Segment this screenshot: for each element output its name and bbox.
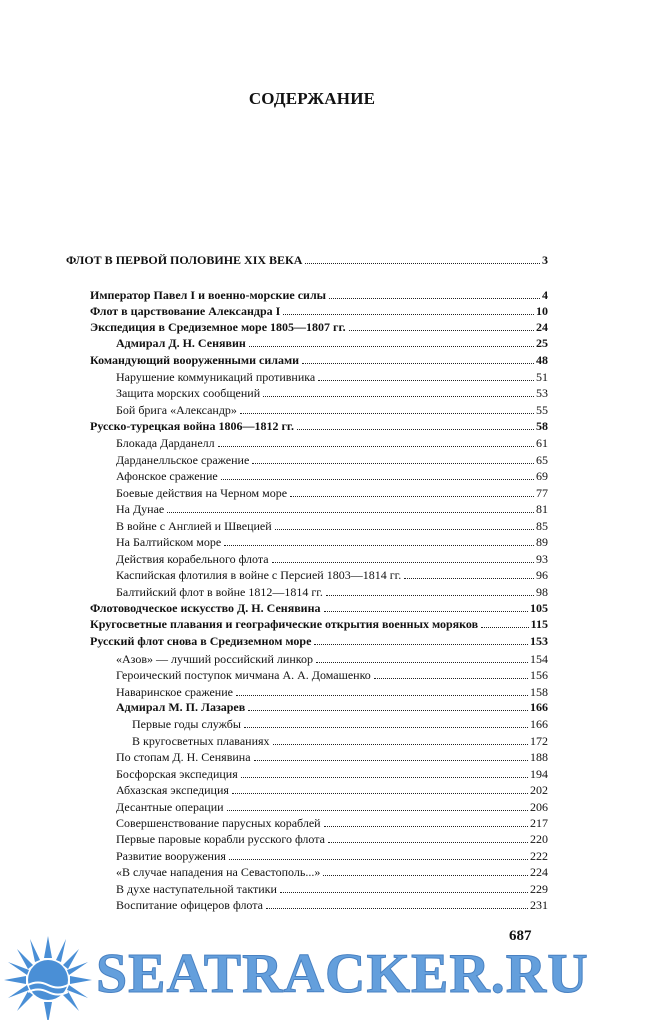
toc-entry-label: Боевые действия на Черном море — [116, 486, 288, 500]
toc-entry-page: 51 — [536, 370, 548, 384]
toc-entry-page: 194 — [530, 767, 548, 781]
toc-entry-page: 166 — [530, 700, 548, 714]
toc-entry — [116, 336, 548, 350]
toc-entry — [116, 519, 548, 533]
toc-entry-label: Абхазская экспедиция — [116, 783, 229, 797]
leader-dots — [218, 446, 534, 447]
leader-dots — [232, 793, 528, 794]
leader-dots — [305, 263, 540, 264]
toc-entry-label: ФЛОТ В ПЕРВОЙ ПОЛОВИНЕ XIX ВЕКА — [66, 253, 303, 267]
toc-entry-page: 206 — [530, 800, 548, 814]
toc-entry-label: Флот в царствование Александра I — [90, 304, 281, 318]
toc-entry-page: 115 — [530, 617, 548, 631]
toc-entry-page: 96 — [536, 568, 548, 582]
toc-entry-label: Бой брига «Александр» — [116, 403, 237, 417]
toc-entry-page: 166 — [530, 717, 548, 731]
leader-dots — [248, 710, 528, 711]
toc-entry-label: В войне с Англией и Швецией — [116, 519, 272, 533]
toc-entry-label: Каспийская флотилия в войне с Персией 1803—1814 гг. — [116, 568, 402, 582]
toc-entry-page: 4 — [542, 288, 548, 302]
toc-entry-label: Совершенствование парусных кораблей — [116, 816, 321, 830]
leader-dots — [314, 644, 528, 645]
toc-entry-label: Защита морских сообщений — [116, 386, 261, 400]
toc-entry-page: 105 — [530, 601, 548, 615]
leader-dots — [280, 892, 528, 893]
toc-entry — [116, 816, 548, 830]
leader-dots — [326, 595, 534, 596]
leader-dots — [349, 330, 534, 331]
leader-dots — [290, 496, 534, 497]
toc-entry — [66, 253, 548, 267]
toc-entry-page: 81 — [536, 502, 548, 516]
toc-entry-label: Первые паровые корабли русского флота — [116, 832, 325, 846]
toc-entry — [116, 652, 548, 666]
leader-dots — [275, 529, 534, 530]
toc-entry-page: 89 — [536, 535, 548, 549]
leader-dots — [324, 611, 529, 612]
toc-entry-label: Адмирал Д. Н. Сенявин — [116, 336, 246, 350]
toc-entry-label: Дарданелльское сражение — [116, 453, 250, 467]
toc-entry — [116, 568, 548, 582]
leader-dots — [318, 380, 534, 381]
leader-dots — [297, 429, 534, 430]
toc-entry — [116, 502, 548, 516]
toc-entry-page: 93 — [536, 552, 548, 566]
toc-entry — [90, 634, 548, 648]
toc-entry-label: В духе наступательной тактики — [116, 882, 277, 896]
toc-entry-label: Героический поступок мичмана А. А. Домашенко — [116, 668, 371, 682]
toc-entry — [116, 453, 548, 467]
watermark-text: SEATRACKER.RU — [96, 943, 589, 1005]
toc-entry-page: 172 — [530, 734, 548, 748]
toc-entry-label: Первые годы службы — [132, 717, 241, 731]
toc-entry-label: Русско-турецкая война 1806—1812 гг. — [90, 419, 295, 433]
toc-entry — [116, 685, 548, 699]
leader-dots — [302, 363, 534, 364]
toc-entry-page: 158 — [530, 685, 548, 699]
leader-dots — [254, 760, 528, 761]
leader-dots — [224, 545, 534, 546]
toc-entry — [90, 601, 548, 615]
toc-entry — [116, 750, 548, 764]
toc-entry-label: Развитие вооружения — [116, 849, 226, 863]
toc-entry-label: Экспедиция в Средиземное море 1805—1807 гг. — [90, 320, 346, 334]
toc-entry-page: 58 — [536, 419, 548, 433]
toc-entry — [90, 304, 548, 318]
toc-entry — [116, 898, 548, 912]
leader-dots — [323, 875, 528, 876]
toc-entry-page: 61 — [536, 436, 548, 450]
toc-entry — [116, 403, 548, 417]
leader-dots — [266, 908, 528, 909]
leader-dots — [324, 826, 528, 827]
toc-entry-page: 48 — [536, 353, 548, 367]
toc-entry-page: 3 — [542, 253, 548, 267]
toc-entry-page: 53 — [536, 386, 548, 400]
toc-entry-label: Командующий вооруженными силами — [90, 353, 300, 367]
toc-entry — [116, 552, 548, 566]
leader-dots — [236, 695, 528, 696]
toc-entry — [116, 535, 548, 549]
toc-entry-page: 55 — [536, 403, 548, 417]
toc-entry-page: 65 — [536, 453, 548, 467]
toc-entry-label: Босфорская экспедиция — [116, 767, 238, 781]
toc-entry-label: «В случае нападения на Севастополь...» — [116, 865, 321, 879]
leader-dots — [227, 810, 528, 811]
toc-entry-label: По стопам Д. Н. Сенявина — [116, 750, 251, 764]
toc-entry — [116, 800, 548, 814]
leader-dots — [404, 578, 534, 579]
toc-entry — [90, 353, 548, 367]
toc-entry — [116, 486, 548, 500]
leader-dots — [249, 346, 534, 347]
toc-entry — [116, 783, 548, 797]
toc-entry — [90, 617, 548, 631]
leader-dots — [229, 859, 528, 860]
leader-dots — [263, 396, 534, 397]
toc-entry-label: Блокада Дарданелл — [116, 436, 215, 450]
toc-entry — [90, 320, 548, 334]
toc-entry — [116, 386, 548, 400]
toc-entry-page: 98 — [536, 585, 548, 599]
leader-dots — [240, 413, 534, 414]
toc-entry — [90, 288, 548, 302]
toc-entry — [116, 865, 548, 879]
toc-entry-page: 77 — [536, 486, 548, 500]
toc-entry-page: 10 — [536, 304, 548, 318]
toc-entry — [116, 882, 548, 896]
page-title: СОДЕРЖАНИЕ — [248, 89, 376, 108]
toc-entry-label: Действия корабельного флота — [116, 552, 269, 566]
leader-dots — [329, 298, 540, 299]
toc-entry-label: Флотоводческое искусство Д. Н. Сенявина — [90, 601, 321, 615]
toc-entry — [116, 469, 548, 483]
toc-entry-page: 217 — [530, 816, 548, 830]
toc-entry-page: 229 — [530, 882, 548, 896]
toc-entry — [116, 668, 548, 682]
leader-dots — [272, 562, 534, 563]
toc-entry-label: «Азов» — лучший российский линкор — [116, 652, 313, 666]
leader-dots — [273, 744, 528, 745]
toc-entry-label: Кругосветные плавания и географические открытия военных моряков — [90, 617, 479, 631]
toc-entry — [116, 585, 548, 599]
toc-entry — [116, 436, 548, 450]
toc-entry-page: 224 — [530, 865, 548, 879]
toc-entry-page: 222 — [530, 849, 548, 863]
toc-entry-label: Афонское сражение — [116, 469, 218, 483]
toc-entry-page: 231 — [530, 898, 548, 912]
toc-entry — [90, 419, 548, 433]
leader-dots — [316, 662, 528, 663]
toc-entry-label: На Дунае — [116, 502, 165, 516]
toc-entry-page: 188 — [530, 750, 548, 764]
toc-entry-label: В кругосветных плаваниях — [132, 734, 270, 748]
toc-entry-page: 154 — [530, 652, 548, 666]
toc-entry-label: Наваринское сражение — [116, 685, 233, 699]
toc-entry-page: 156 — [530, 668, 548, 682]
toc-entry — [132, 717, 548, 731]
toc-entry-page: 202 — [530, 783, 548, 797]
toc-entry — [116, 700, 548, 714]
leader-dots — [481, 627, 529, 628]
page-number: 687 — [509, 928, 532, 944]
toc-entry-page: 24 — [536, 320, 548, 334]
toc-entry-page: 25 — [536, 336, 548, 350]
toc-entry — [116, 849, 548, 863]
toc-entry-page: 220 — [530, 832, 548, 846]
toc-entry — [116, 832, 548, 846]
leader-dots — [241, 777, 528, 778]
toc-entry-label: На Балтийском море — [116, 535, 222, 549]
toc-entry-page: 85 — [536, 519, 548, 533]
leader-dots — [221, 479, 534, 480]
toc-entry-label: Русский флот снова в Средиземном море — [90, 634, 312, 648]
toc-entry-label: Нарушение коммуникаций противника — [116, 370, 316, 384]
toc-entry — [132, 734, 548, 748]
leader-dots — [244, 727, 528, 728]
toc-entry-page: 69 — [536, 469, 548, 483]
toc-entry — [116, 767, 548, 781]
toc-entry-page: 153 — [530, 634, 548, 648]
toc-entry-label: Император Павел I и военно-морские силы — [90, 288, 327, 302]
leader-dots — [283, 314, 534, 315]
toc-entry-label: Десантные операции — [116, 800, 224, 814]
toc-entry — [116, 370, 548, 384]
toc-entry-label: Балтийский флот в войне 1812—1814 гг. — [116, 585, 323, 599]
leader-dots — [252, 463, 534, 464]
leader-dots — [328, 842, 528, 843]
leader-dots — [374, 678, 528, 679]
toc-entry-label: Адмирал М. П. Лазарев — [116, 700, 246, 714]
toc-entry-label: Воспитание офицеров флота — [116, 898, 263, 912]
leader-dots — [167, 512, 534, 513]
